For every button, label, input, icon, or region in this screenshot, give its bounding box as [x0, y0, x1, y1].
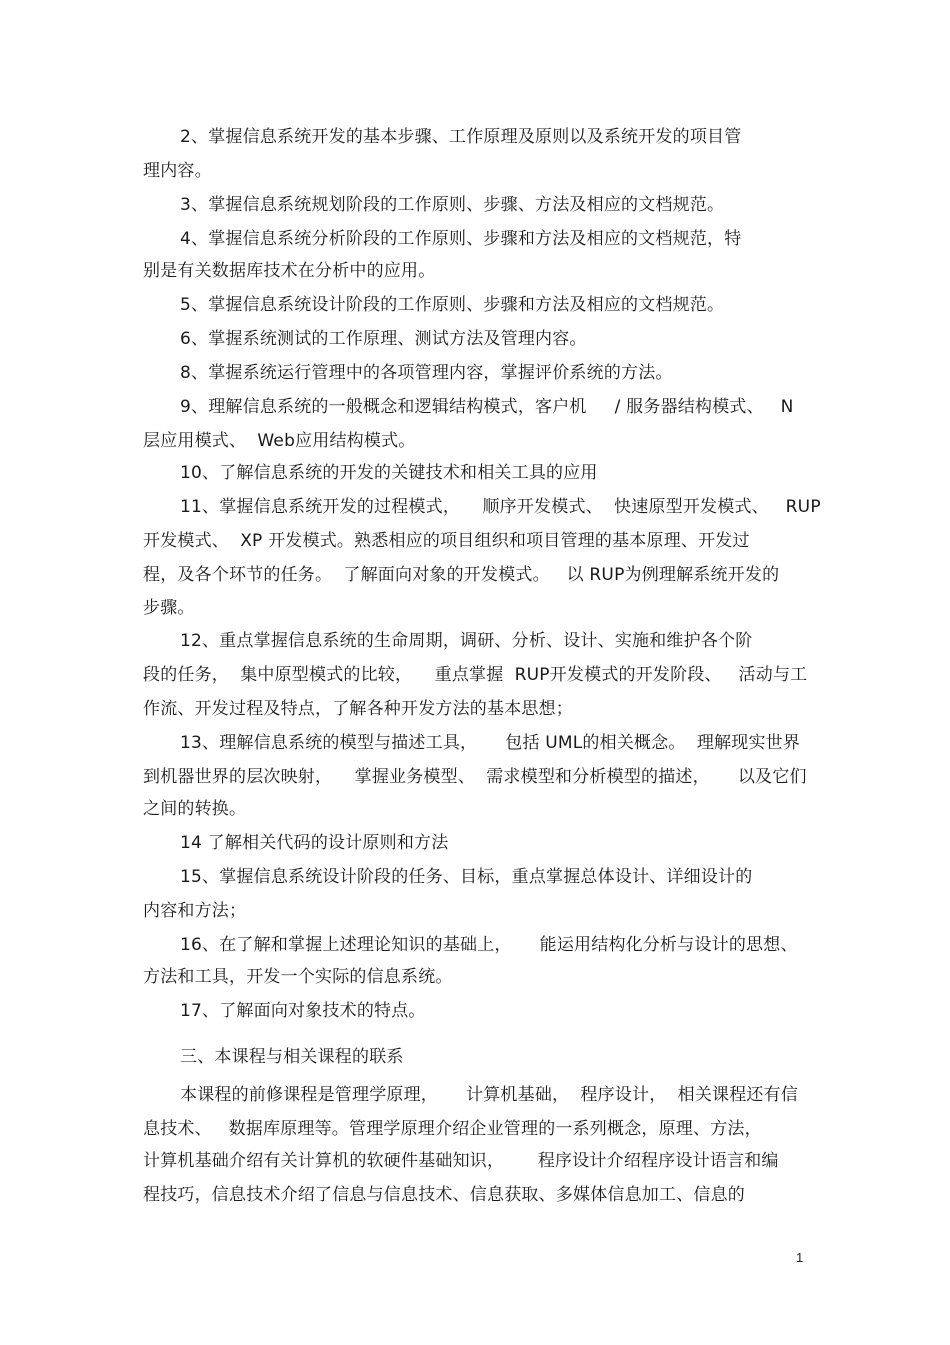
text-line: 层应用模式、 Web应用结构模式。	[143, 431, 416, 451]
page-number: 1	[796, 1250, 804, 1265]
text-line: 17、了解面向对象技术的特点。	[180, 1001, 426, 1021]
text-line: 3、掌握信息系统规划阶段的工作原则、步骤、方法及相应的文档规范。	[180, 195, 725, 215]
text-line: 理内容。	[143, 161, 212, 181]
text-line: 本课程的前修课程是管理学原理， 计算机基础， 程序设计， 相关课程还有信	[180, 1085, 799, 1105]
text-line: 13、理解信息系统的模型与描述工具， 包括 UML的相关概念。 理解现实世界	[180, 733, 801, 753]
text-line: 步骤。	[143, 598, 195, 618]
text-line: 程技巧，信息技术介绍了信息与信息技术、信息获取、多媒体信息加工、信息的	[143, 1185, 745, 1205]
text-line: 计算机基础介绍有关计算机的软硬件基础知识， 程序设计介绍程序设计语言和编	[143, 1151, 779, 1171]
text-line: 9、理解信息系统的一般概念和逻辑结构模式，客户机 / 服务器结构模式、 N	[180, 397, 794, 417]
text-line: 15、掌握信息系统设计阶段的任务、目标，重点掌握总体设计、详细设计的	[180, 867, 753, 887]
text-line: 4、掌握信息系统分析阶段的工作原则、步骤和方法及相应的文档规范，特	[180, 229, 742, 249]
section-heading: 三、本课程与相关课程的联系	[180, 1047, 404, 1067]
text-line: 8、掌握系统运行管理中的各项管理内容，掌握评价系统的方法。	[180, 363, 673, 383]
text-line: 程，及各个环节的任务。 了解面向对象的开发模式。 以 RUP为例理解系统开发的	[143, 565, 780, 585]
text-line: 2、掌握信息系统开发的基本步骤、工作原理及原则以及系统开发的项目管	[180, 127, 742, 147]
text-line: 16、在了解和掌握上述理论知识的基础上， 能运用结构化分析与设计的思想、	[180, 935, 798, 955]
text-line: 6、掌握系统测试的工作原理、测试方法及管理内容。	[180, 329, 587, 349]
text-line: 作流、开发过程及特点，了解各种开发方法的基本思想；	[143, 699, 573, 719]
text-line: 5、掌握信息系统设计阶段的工作原则、步骤和方法及相应的文档规范。	[180, 295, 725, 315]
text-line: 方法和工具，开发一个实际的信息系统。	[143, 967, 453, 987]
text-line: 息技术、 数据库原理等。管理学原理介绍企业管理的一系列概念，原理、方法，	[143, 1119, 762, 1139]
text-line: 10、了解信息系统的开发的关键技术和相关工具的应用	[180, 463, 598, 483]
text-line: 之间的转换。	[143, 799, 247, 819]
text-line: 开发模式、 XP 开发模式。熟悉相应的项目组织和项目管理的基本原理、开发过	[143, 531, 750, 551]
text-line: 段的任务， 集中原型模式的比较， 重点掌握 RUP开发模式的开发阶段、 活动与工	[143, 665, 808, 685]
text-line: 14 了解相关代码的设计原则和方法	[180, 833, 449, 853]
text-line: 内容和方法；	[143, 901, 247, 921]
text-line: 11、掌握信息系统开发的过程模式， 顺序开发模式、 快速原型开发模式、 RUP	[180, 497, 821, 517]
text-line: 到机器世界的层次映射， 掌握业务模型、 需求模型和分析模型的描述， 以及它们	[143, 767, 807, 787]
text-line: 12、重点掌握信息系统的生命周期，调研、分析、设计、实施和维护各个阶	[180, 631, 753, 651]
text-line: 别是有关数据库技术在分析中的应用。	[143, 261, 436, 281]
